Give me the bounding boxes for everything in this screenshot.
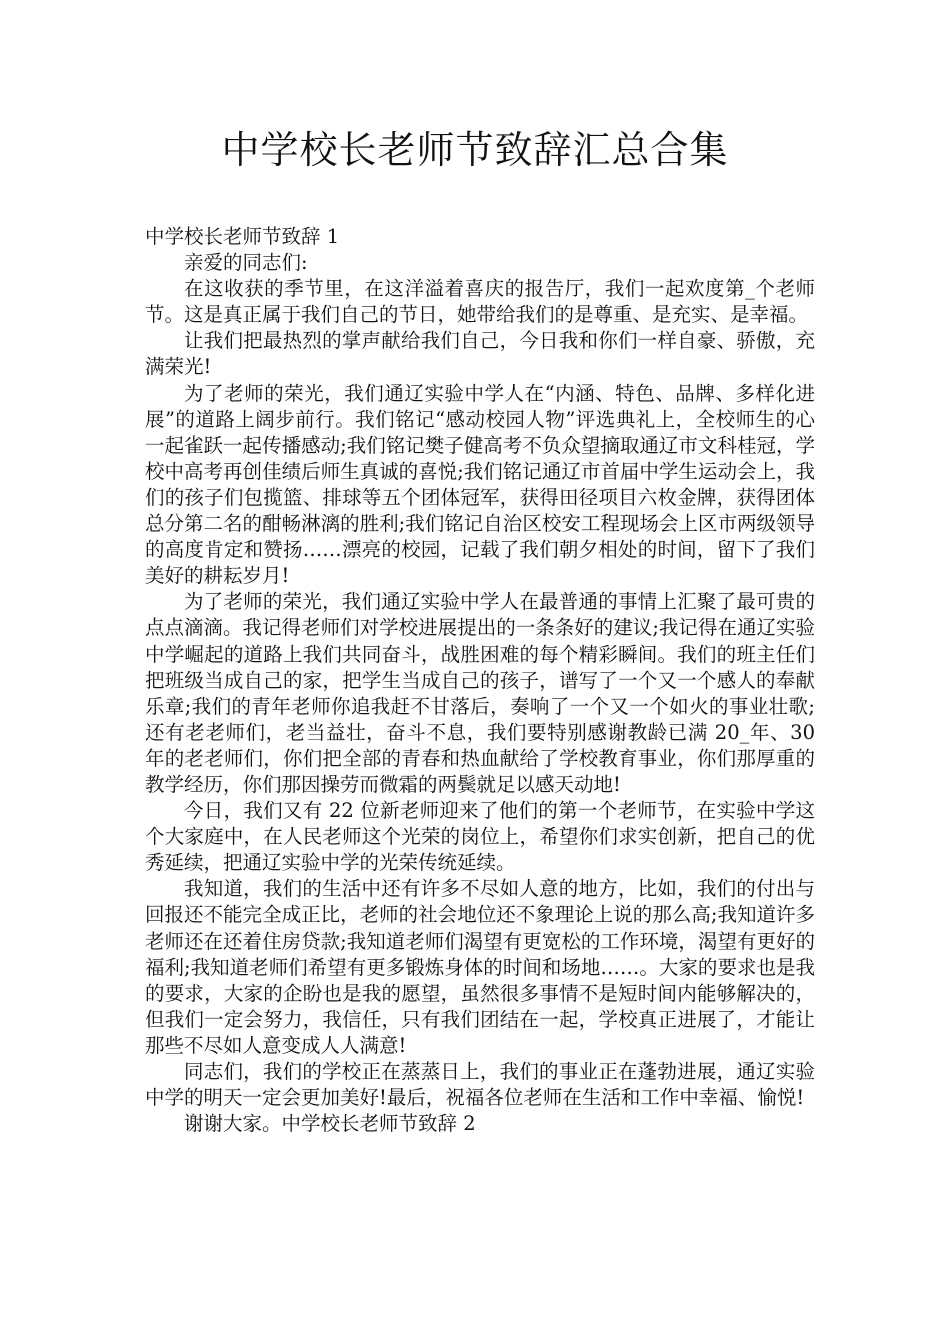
body-paragraph: 我知道，我们的生活中还有许多不尽如人意的地方，比如，我们的付出与回报还不能完全成正比，老师的社会地位还不象理论上说的那么高;我知道许多老师还在还着住房贷款;我知道老师们渴望有更宽松的工作环境，渴望有更好的福利;我知道老师们希望有更多锻炼身体的时间和场地……。大家的要求也是我的要求，大家的企盼也是我的愿望，虽然很多事情不是短时间内能够解决的，但我们一定会努力，我信任，只有我们团结在一起，学校真正进展了，才能让那些不尽如人意变成人人满意! [145,877,815,1057]
body-paragraph: 今日，我们又有 22 位新老师迎来了他们的第一个老师节，在实验中学这个大家庭中，在人民老师这个光荣的岗位上，希望你们求实创新，把自己的优秀延续，把通辽实验中学的光荣传统延续。 [145,799,815,875]
body-paragraph: 为了老师的荣光，我们通辽实验中学人在最普通的事情上汇聚了最可贵的点点滴滴。我记得老师们对学校进展提出的一条条好的建议;我记得在通辽实验中学崛起的道路上我们共同奋斗，战胜困难的每个精彩瞬间。我们的班主任们把班级当成自己的家，把学生当成自己的孩子，谱写了一个又一个感人的奉献乐章;我们的青年老师你追我赶不甘落后，奏响了一个又一个如火的事业壮歌;还有老老师们，老当益壮，奋斗不息，我们要特别感谢教龄已满 20_年、30 年的老老师们，你们把全部的青春和热血献给了学校教育事业，你们那厚重的教学经历，你们那因操劳而微霜的两鬓就足以感天动地! [145,590,815,796]
section-heading: 中学校长老师节致辞 1 [145,225,340,248]
document-title: 中学校长老师节致辞汇总合集 [221,128,729,172]
body-paragraph: 为了老师的荣光，我们通辽实验中学人在“内涵、特色、品牌、多样化进展”的道路上阔步前行。我们铭记“感动校园人物”评选典礼上，全校师生的心一起雀跃一起传播感动;我们铭记樊子健高考不负众望摘取通辽市文科桂冠，学校中高考再创佳绩后师生真诚的喜悦;我们铭记通辽市首届中学生运动会上，我们的孩子们包揽篮、排球等五个团体冠军，获得田径项目六枚金牌，获得团体总分第二名的酣畅淋漓的胜利;我们铭记自治区校安工程现场会上区市两级领导的高度肯定和赞扬……漂亮的校园，记载了我们朝夕相处的时间，留下了我们美好的耕耘岁月! [145,381,815,588]
closing-paragraph: 谢谢大家。中学校长老师节致辞 2 [184,1112,476,1136]
salutation-paragraph: 亲爱的同志们: [184,251,308,275]
body-paragraph: 在这收获的季节里，在这洋溢着喜庆的报告厅，我们一起欢度第_个老师节。这是真正属于我们自己的节日，她带给我们的是尊重、是充实、是幸福。 [145,277,815,327]
body-paragraph: 同志们，我们的学校正在蒸蒸日上，我们的事业正在蓬勃进展，通辽实验中学的明天一定会更加美好!最后，祝福各位老师在生活和工作中幸福、愉悦! [145,1060,815,1110]
body-paragraph: 让我们把最热烈的掌声献给我们自己，今日我和你们一样自豪、骄傲，充满荣光! [145,329,815,379]
document-body [145,224,815,1137]
